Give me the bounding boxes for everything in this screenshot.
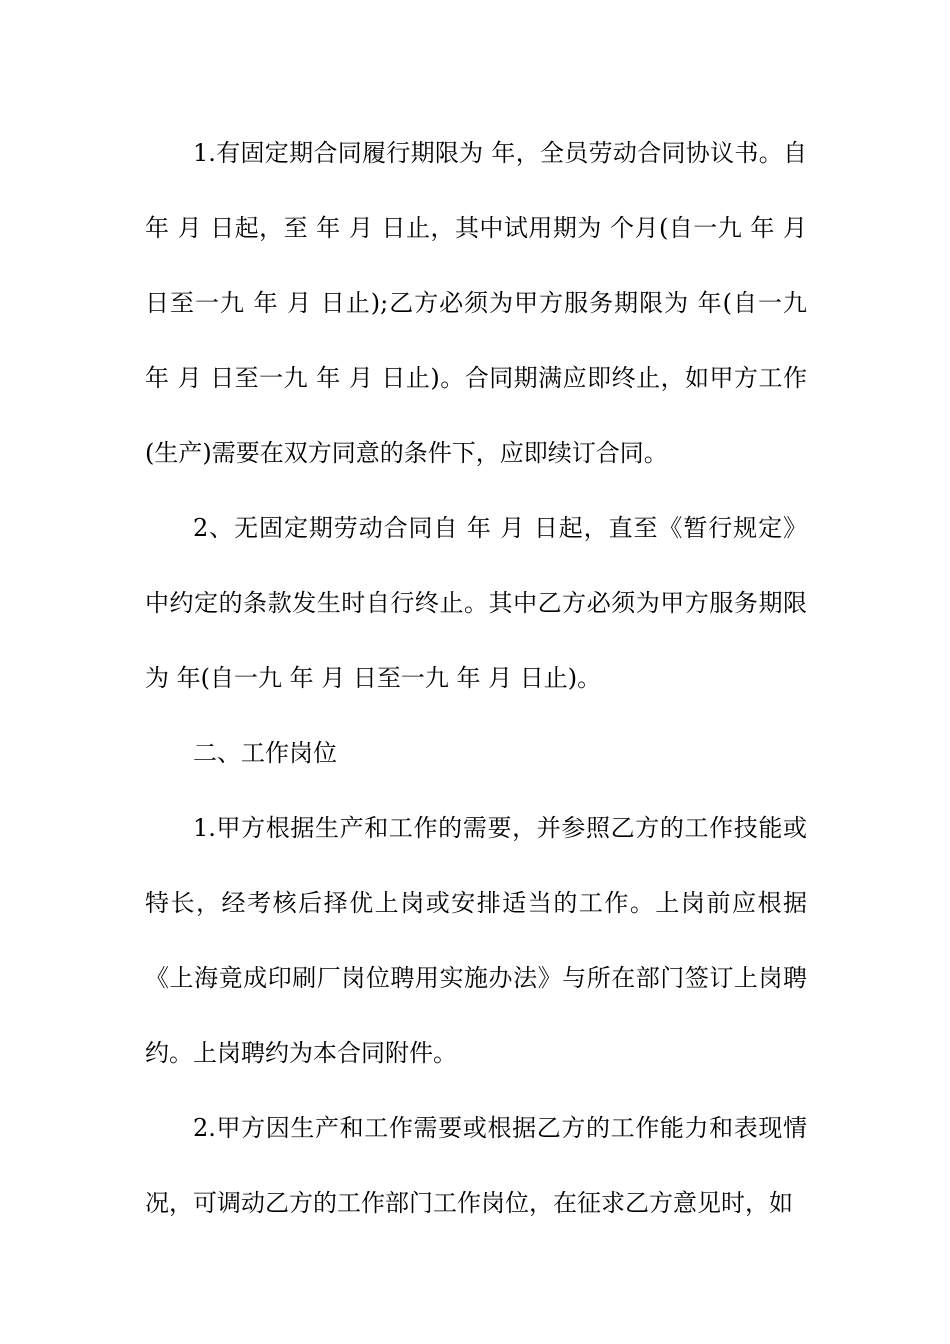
paragraph-job-transfer: 2.甲方因生产和工作需要或根据乙方的工作能力和表现情况，可调动乙方的工作部门工作岗位，在征求乙方意见时，如	[145, 1114, 807, 1217]
document-page	[145, 116, 807, 1241]
paragraph-open-ended-contract: 2、无固定期劳动合同自 年 月 日起，直至《暂行规定》中约定的条款发生时自行终止。其中乙方必须为甲方服务期限为 年(自一九 年 月 日至一九 年 月 日止)。	[145, 514, 807, 692]
paragraph-job-assignment: 1.甲方根据生产和工作的需要，并参照乙方的工作技能或特长，经考核后择优上岗或安排适当的工作。上岗前应根据《上海竟成印刷厂岗位聘用实施办法》与所在部门签订上岗聘约。上岗聘约为本合同附件。	[145, 814, 807, 1067]
paragraph-fixed-term-contract: 1.有固定期合同履行期限为 年，全员劳动合同协议书。自 年 月 日起，至 年 月 日止，其中试用期为 个月(自一九 年 月 日至一九 年 月 日止);乙方必须为甲方服务期限为 年(自一九 年 月 日至一九 年 月 日止)。合同期满应即终止，如甲方工作(生产)需要在双方同意的条件下，应即续订合同。	[145, 139, 807, 467]
section-heading-work-position: 二、工作岗位	[193, 739, 337, 767]
